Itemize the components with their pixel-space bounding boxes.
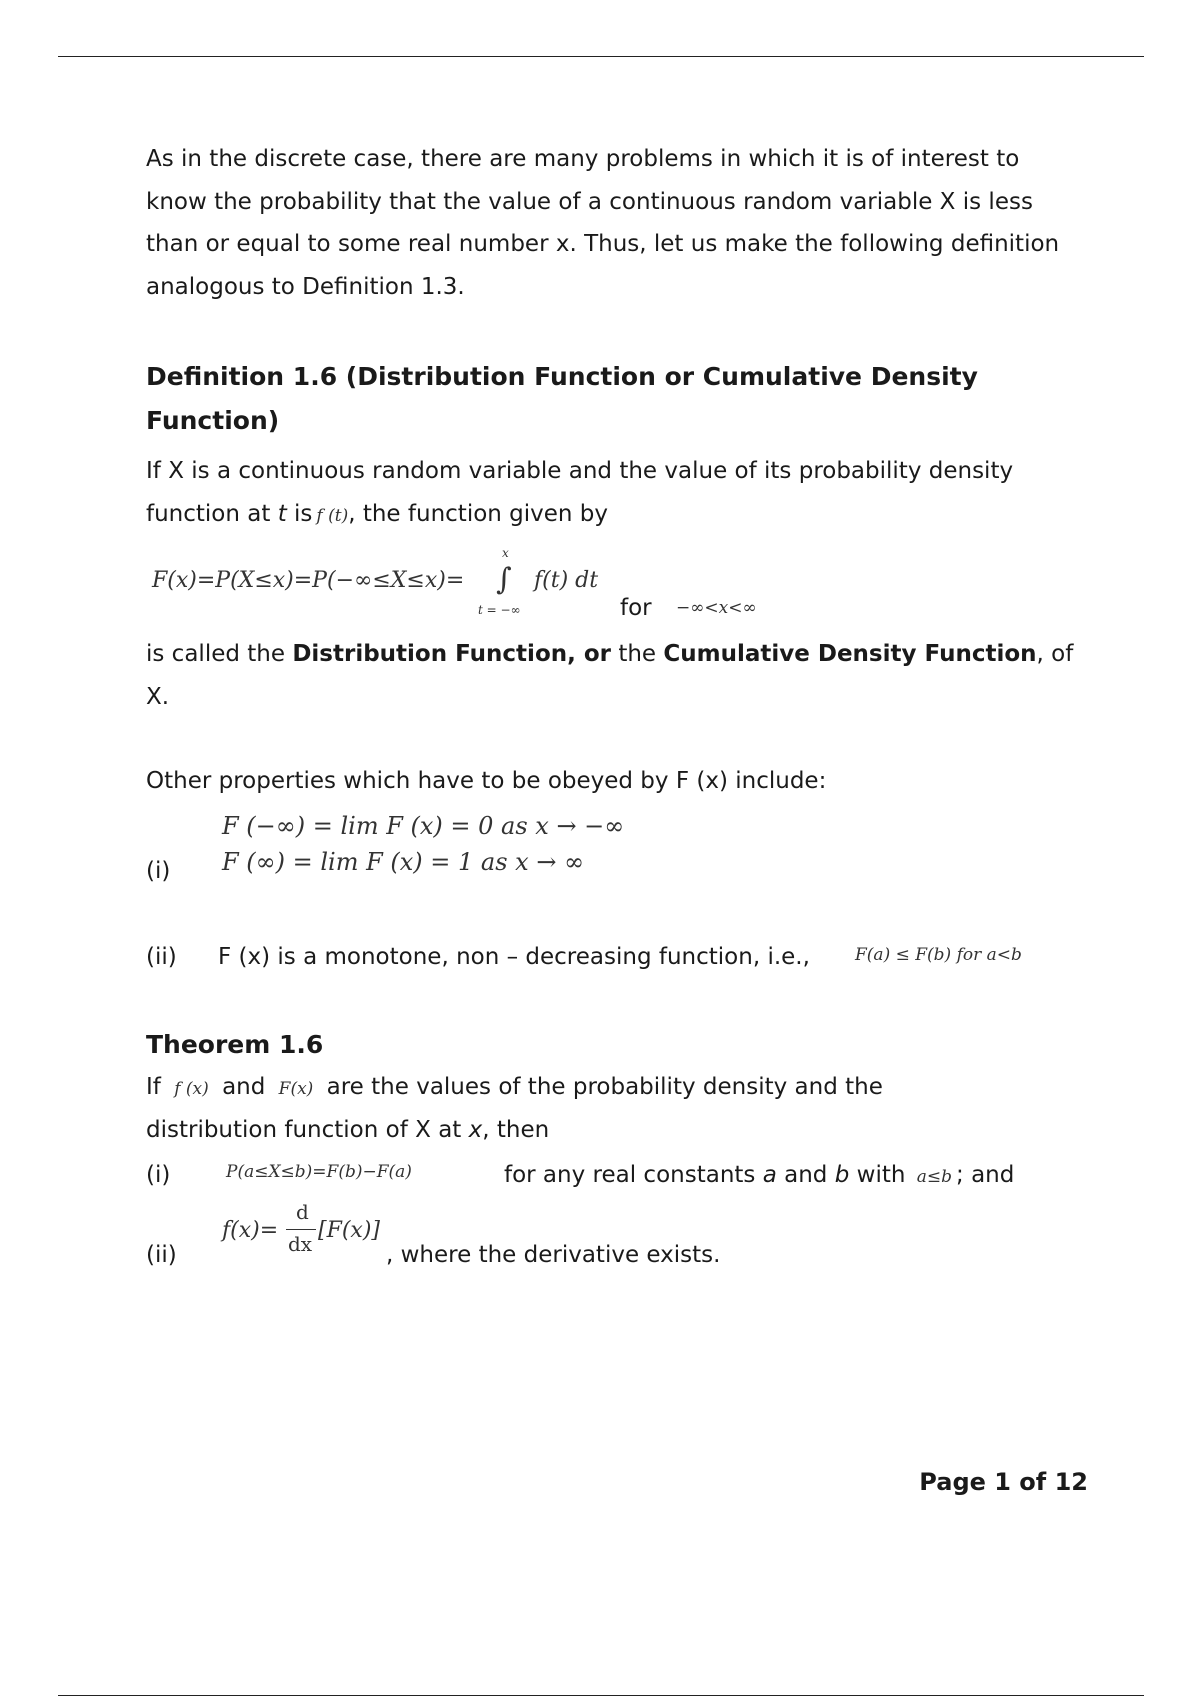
property-i-label: (i): [146, 858, 171, 884]
property-ii-math: F(a) ≤ F(b) for a<b: [855, 945, 1022, 965]
for-word: for: [620, 595, 652, 621]
theorem-heading: Theorem 1.6: [146, 1030, 324, 1059]
def-word-is: is: [294, 500, 313, 527]
def-var-t: t: [277, 500, 287, 527]
thm-if: If: [146, 1074, 161, 1100]
top-rule: [58, 56, 1144, 57]
property-i-line-a: F (−∞) = lim F (x) = 0 as x → −∞: [222, 812, 625, 840]
x-range: −∞<x<∞: [676, 598, 757, 618]
property-ii-label: (ii): [146, 944, 177, 970]
called-prefix: is called the: [146, 641, 286, 667]
thm-i-end: ; and: [956, 1162, 1015, 1188]
thm-and: and: [222, 1074, 266, 1100]
def-text-after: , the function given by: [348, 500, 609, 527]
thm-line2-prefix: distribution function of X at: [146, 1117, 462, 1143]
bottom-rule: [58, 1695, 1144, 1696]
thm-i-cond: a≤b: [916, 1167, 953, 1187]
integral-lower-limit: t = −∞: [478, 603, 521, 617]
theorem-line-2: [146, 1109, 1086, 1152]
thm-i-and: and: [784, 1162, 828, 1188]
deriv-denominator: dx: [288, 1232, 313, 1256]
property-ii-text: F (x) is a monotone, non – decreasing function, i.e.,: [218, 944, 810, 970]
definition-conclusion: [146, 633, 1086, 718]
theorem-ii-text: , where the derivative exists.: [386, 1242, 721, 1268]
called-bold-2: Cumulative Density Function: [663, 641, 1037, 667]
thm-i-with: with: [856, 1162, 906, 1188]
called-bold-1: Distribution Function, or: [292, 641, 612, 667]
thm-line2-suffix: , then: [482, 1117, 550, 1143]
definition-text: [146, 450, 1086, 537]
cdf-formula-main: F(x)=P(X≤x)=P(−∞≤X≤x)=: [152, 568, 465, 593]
deriv-numerator: d: [296, 1200, 309, 1224]
def-text-before: If X is a continuous random variable and the value of its probability density function at: [146, 458, 1014, 527]
definition-heading: Definition 1.6 (Distribution Function or Cumulative Density Function): [146, 362, 978, 435]
fraction-bar: [286, 1229, 316, 1230]
called-mid: the: [618, 641, 657, 667]
theorem-i-math: P(a≤X≤b)=F(b)−F(a): [226, 1162, 412, 1182]
theorem-line-1: [146, 1066, 1086, 1111]
thm-i-text-a: for any real constants: [504, 1162, 756, 1188]
properties-intro: Other properties which have to be obeyed by F (x) include:: [146, 768, 827, 794]
thm-F-x: F(x): [278, 1079, 314, 1099]
integral-upper-limit: x: [502, 546, 509, 560]
property-i-line-b: F (∞) = lim F (x) = 1 as x → ∞: [222, 848, 585, 876]
integrand: f(t) dt: [534, 568, 599, 593]
theorem-i-text: [504, 1162, 1014, 1188]
thm-text-rest: are the values of the probability density and the: [326, 1074, 883, 1100]
thm-f-x: f (x): [174, 1079, 209, 1099]
thm-var-b: b: [834, 1162, 850, 1188]
theorem-i-label: (i): [146, 1162, 171, 1188]
thm-var-a: a: [762, 1162, 777, 1188]
deriv-lhs: f(x)=: [222, 1218, 279, 1243]
deriv-rhs: [F(x)]: [318, 1218, 381, 1243]
thm-line2-var: x: [468, 1117, 483, 1143]
integral-symbol: ∫: [496, 562, 512, 597]
page-number: Page 1 of 12: [919, 1468, 1088, 1496]
called-suffix: , of X.: [146, 641, 1074, 710]
def-f-of-t: f (t): [316, 505, 349, 526]
theorem-ii-label: (ii): [146, 1242, 177, 1268]
intro-paragraph: As in the discrete case, there are many problems in which it is of interest to know the probability that the value of a continuous random variable X is less than or equal to some real number x. Thus, let us make the following definition analogous to Definition 1.3.: [146, 146, 1060, 300]
